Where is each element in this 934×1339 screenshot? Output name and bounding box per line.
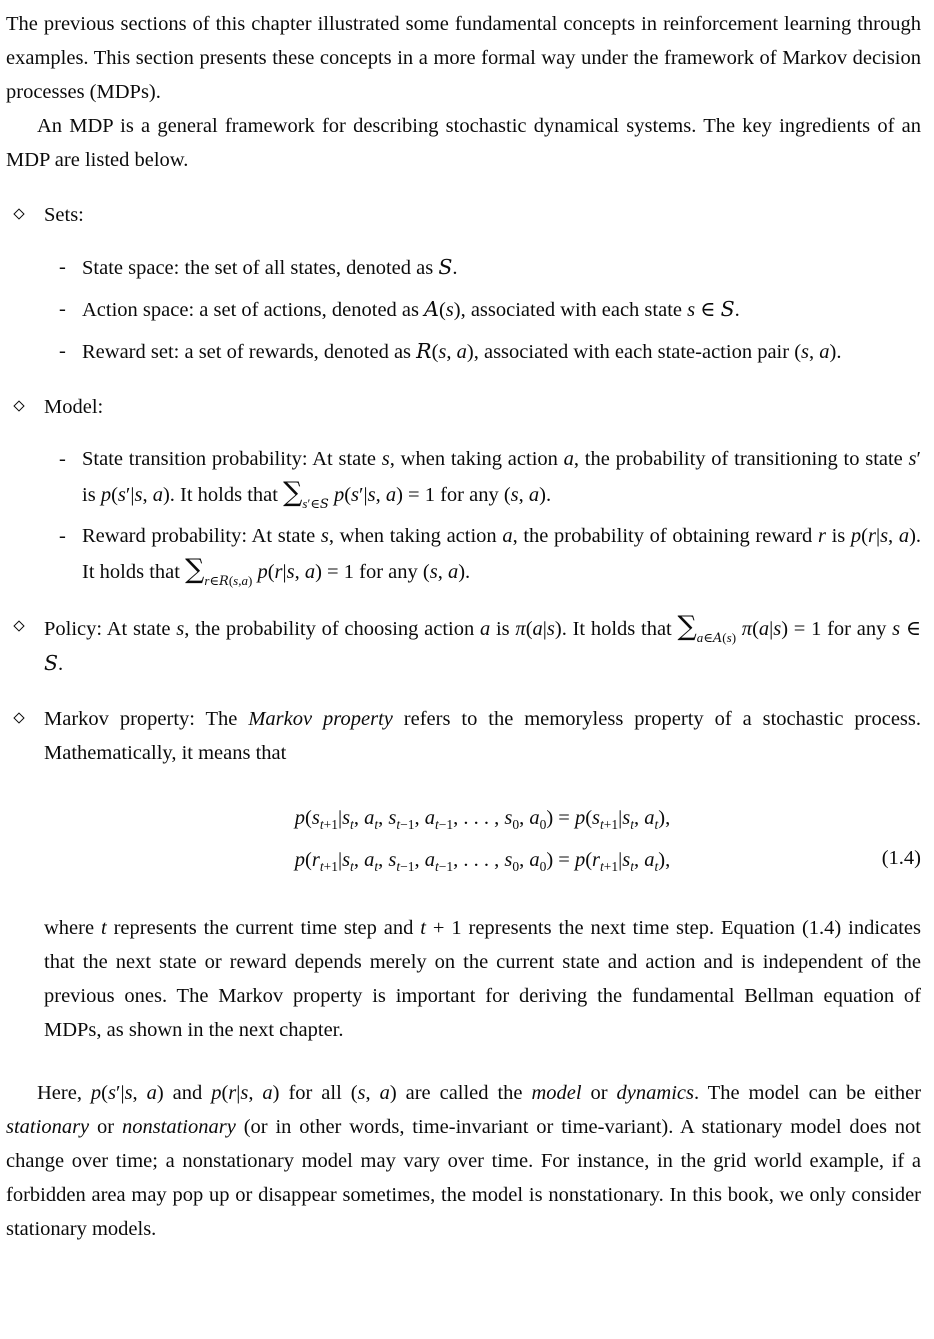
diamond-bullet-icon [13,400,24,411]
equation-block [44,797,921,881]
dash-bullet: - [59,448,66,470]
dash-bullet: - [59,340,66,362]
paragraph-closing: Here, p(s′|s, a) and p(r|s, a) for all (s, a) are called the model or dynamics. The model can be either stationary or nonstationary (or in other words, time-invariant or time-variant). A stationary model does not change over time; a nonstationary model may vary over time. For instance, in the grid world example, if a forbidden area may pop up or disappear sometimes, the model is nonstationary. In this book, we only consider stationary models. [6,1082,922,1240]
list-item-policy [6,610,921,681]
item-label: Sets: [44,204,84,226]
sublist-item-text: State space: the set of all states, denoted as S. [82,255,458,279]
sublist [44,442,921,589]
sublist-item-state-transition [44,442,921,512]
sublist-item-reward-probability [44,519,921,589]
list-item-body [44,390,921,589]
sublist-item-action-space [44,292,921,327]
diamond-bullet-icon [13,620,24,631]
sublist [44,250,921,369]
sublist-item-reward-set [44,334,921,369]
dash-bullet: - [59,256,66,278]
sublist-item-state-space [44,250,921,285]
equation-lines [295,797,671,881]
list-item-body [44,610,921,681]
diamond-bullet-icon [13,712,24,723]
mdp-ingredients-list [6,198,921,1047]
item-label: Markov property: The Markov property refers to the memoryless property of a stochastic process. Mathematically, it means that [44,708,922,764]
paragraph-after-equation: where t represents the current time step and t + 1 represents the next time step. Equation (1.4) indicates that the next state or reward depends merely on the current state and action and is independent of the previous ones. The Markov property is important for deriving the fundamental Bellman equation of MDPs, as shown in the next chapter. [44,917,921,1041]
equation-line-1: $p(s_{t+1}|s_t$, $a_t$, $s_{t-1}$, $a_{t-1}$, . . . , $s_0$, $a_0) = p(s_{t+1}|s_t$, $a_t$), [294,807,671,832]
list-item-body [44,198,921,369]
list-item-body [44,702,921,1047]
list-item-markov-property [6,702,921,1047]
sublist-item-text: Reward probability: At state s, when taking action a, the probability of obtaining reward r is p(r|s, a). It holds that $\sum_{r\in R(s,a)}$ p(r|s, a) = 1 for any (s, a). [82,525,922,589]
sublist-item-text: Reward set: a set of rewards, denoted as R(s, a), associated with each state-action pair (s, a). [82,339,842,363]
paragraph-intro-1: The previous sections of this chapter illustrated some fundamental concepts in reinforcement learning through examples. This section presents these concepts in a more formal way under the framework of Markov decision processes (MDPs). [6,13,921,103]
sublist-item-text: State transition probability: At state s, when taking action a, the probability of transitioning to state s′ is p(s′|s, a). It holds that $\sum_{s'\in S}$ p(s′|s, a) = 1 for any (s, a). [82,448,921,512]
dash-bullet: - [59,298,66,320]
paragraph-intro-2: An MDP is a general framework for describing stochastic dynamical systems. The key ingredients of an MDP are listed below. [6,115,921,171]
item-label: Policy: At state s, the probability of choosing action a is π(a|s). It holds that $\sum_{a\in A(s)}$ π(a|s) = 1 for any s ∈ S. [44,611,921,675]
list-item-sets [6,198,921,369]
item-label: Model: [44,396,104,418]
dash-bullet: - [59,525,66,547]
sublist-item-text: Action space: a set of actions, denoted as A(s), associated with each state s ∈ S. [82,297,740,321]
diamond-bullet-icon [13,208,24,219]
list-item-model [6,390,921,589]
equation-line-2: $p(r_{t+1}|s_t$, $a_t$, $s_{t-1}$, $a_{t-1}$, . . . , $s_0$, $a_0) = p(r_{t+1}|s_t$, $a_t$), [294,849,671,874]
equation-number: (1.4) [881,847,921,869]
